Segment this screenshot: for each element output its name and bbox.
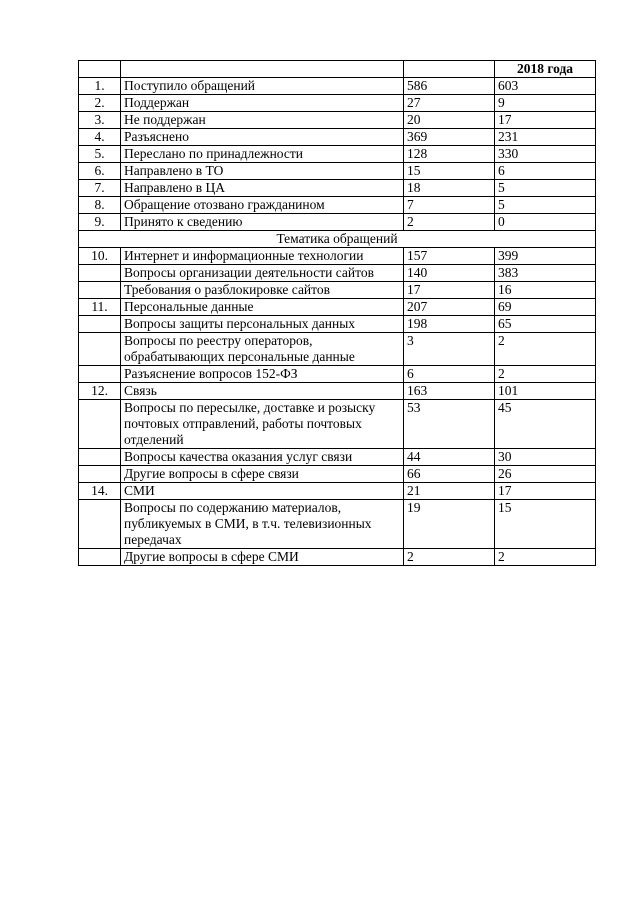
row-value-col1-cell: 17 [404, 282, 495, 299]
row-name-cell: Вопросы по содержанию материалов, публикуемых в СМИ, в т.ч. телевизионных передачах [121, 500, 404, 549]
row-value-col2-cell: 17 [495, 483, 596, 500]
row-value-col2-cell: 231 [495, 129, 596, 146]
row-name-cell: Поступило обращений [121, 78, 404, 95]
row-number-cell: 8. [79, 197, 121, 214]
row-value-col1-cell: 27 [404, 95, 495, 112]
row-value-col1-cell: 128 [404, 146, 495, 163]
table-row [79, 265, 596, 282]
row-number-cell: 11. [79, 299, 121, 316]
row-number-cell [79, 400, 121, 449]
row-number-cell: 6. [79, 163, 121, 180]
row-value-col1-cell: 66 [404, 466, 495, 483]
row-value-col1-cell: 53 [404, 400, 495, 449]
row-name-cell: Вопросы качества оказания услуг связи [121, 449, 404, 466]
row-name-cell: Направлено в ТО [121, 163, 404, 180]
row-value-col2-cell: 69 [495, 299, 596, 316]
header-name-cell [121, 61, 404, 78]
row-value-col2-cell: 330 [495, 146, 596, 163]
header-col1-cell [404, 61, 495, 78]
row-value-col1-cell: 2 [404, 214, 495, 231]
table-row [79, 466, 596, 483]
table-row [79, 95, 596, 112]
row-number-cell [79, 500, 121, 549]
row-value-col1-cell: 198 [404, 316, 495, 333]
row-name-cell: Вопросы защиты персональных данных [121, 316, 404, 333]
row-value-col1-cell: 18 [404, 180, 495, 197]
table-body [79, 61, 596, 566]
row-number-cell: 2. [79, 95, 121, 112]
row-number-cell [79, 549, 121, 566]
table-row [79, 146, 596, 163]
row-value-col2-cell: 5 [495, 180, 596, 197]
table-row [79, 78, 596, 95]
row-value-col2-cell: 383 [495, 265, 596, 282]
section-title: Тематика обращений [79, 231, 596, 248]
row-value-col1-cell: 20 [404, 112, 495, 129]
row-value-col1-cell: 369 [404, 129, 495, 146]
row-value-col1-cell: 207 [404, 299, 495, 316]
row-name-cell: Разъяснение вопросов 152-ФЗ [121, 366, 404, 383]
table-row [79, 483, 596, 500]
row-value-col1-cell: 3 [404, 333, 495, 366]
table-row [79, 180, 596, 197]
row-value-col2-cell: 16 [495, 282, 596, 299]
row-value-col2-cell: 65 [495, 316, 596, 333]
table-row [79, 248, 596, 265]
row-name-cell: СМИ [121, 483, 404, 500]
row-name-cell: Связь [121, 383, 404, 400]
header-year-2018-cell: 2018 года [495, 61, 596, 78]
table-row [79, 400, 596, 449]
row-value-col2-cell: 17 [495, 112, 596, 129]
table-row [79, 449, 596, 466]
row-number-cell [79, 282, 121, 299]
row-value-col2-cell: 2 [495, 366, 596, 383]
row-name-cell: Другие вопросы в сфере СМИ [121, 549, 404, 566]
row-value-col1-cell: 2 [404, 549, 495, 566]
appeals-statistics-table [78, 60, 596, 566]
row-name-cell: Требования о разблокировке сайтов [121, 282, 404, 299]
table-row [79, 197, 596, 214]
row-value-col2-cell: 6 [495, 163, 596, 180]
row-name-cell: Персональные данные [121, 299, 404, 316]
row-value-col2-cell: 2 [495, 549, 596, 566]
row-number-cell [79, 316, 121, 333]
row-name-cell: Интернет и информационные технологии [121, 248, 404, 265]
table-row [79, 214, 596, 231]
row-value-col1-cell: 163 [404, 383, 495, 400]
table-row [79, 333, 596, 366]
row-name-cell: Обращение отозвано гражданином [121, 197, 404, 214]
row-name-cell: Разъяснено [121, 129, 404, 146]
row-number-cell: 9. [79, 214, 121, 231]
table-row [79, 549, 596, 566]
row-value-col1-cell: 157 [404, 248, 495, 265]
row-value-col2-cell: 15 [495, 500, 596, 549]
row-number-cell: 3. [79, 112, 121, 129]
table-row [79, 163, 596, 180]
row-name-cell: Переслано по принадлежности [121, 146, 404, 163]
row-value-col1-cell: 21 [404, 483, 495, 500]
row-number-cell [79, 265, 121, 282]
table-row [79, 282, 596, 299]
row-name-cell: Вопросы по реестру операторов, обрабатывающих персональные данные [121, 333, 404, 366]
row-value-col2-cell: 30 [495, 449, 596, 466]
row-value-col2-cell: 399 [495, 248, 596, 265]
row-value-col2-cell: 45 [495, 400, 596, 449]
row-name-cell: Другие вопросы в сфере связи [121, 466, 404, 483]
row-value-col1-cell: 15 [404, 163, 495, 180]
table-row [79, 129, 596, 146]
row-number-cell: 1. [79, 78, 121, 95]
row-number-cell: 14. [79, 483, 121, 500]
table-row [79, 112, 596, 129]
row-value-col2-cell: 603 [495, 78, 596, 95]
row-number-cell: 12. [79, 383, 121, 400]
row-name-cell: Вопросы по пересылке, доставке и розыску почтовых отправлений, работы почтовых отделений [121, 400, 404, 449]
row-value-col2-cell: 2 [495, 333, 596, 366]
row-name-cell: Принято к сведению [121, 214, 404, 231]
row-number-cell: 5. [79, 146, 121, 163]
row-value-col1-cell: 19 [404, 500, 495, 549]
row-value-col1-cell: 7 [404, 197, 495, 214]
row-value-col2-cell: 101 [495, 383, 596, 400]
row-value-col2-cell: 5 [495, 197, 596, 214]
row-value-col1-cell: 6 [404, 366, 495, 383]
table-row [79, 366, 596, 383]
row-value-col2-cell: 0 [495, 214, 596, 231]
row-number-cell: 4. [79, 129, 121, 146]
table-row [79, 500, 596, 549]
row-number-cell [79, 333, 121, 366]
row-number-cell: 10. [79, 248, 121, 265]
row-number-cell [79, 366, 121, 383]
row-number-cell [79, 449, 121, 466]
table-row [79, 383, 596, 400]
row-value-col1-cell: 44 [404, 449, 495, 466]
table-header-row [79, 61, 596, 78]
row-name-cell: Поддержан [121, 95, 404, 112]
row-number-cell: 7. [79, 180, 121, 197]
row-name-cell: Не поддержан [121, 112, 404, 129]
table-row [79, 316, 596, 333]
row-value-col1-cell: 140 [404, 265, 495, 282]
row-name-cell: Вопросы организации деятельности сайтов [121, 265, 404, 282]
table-row [79, 299, 596, 316]
row-value-col2-cell: 9 [495, 95, 596, 112]
row-number-cell [79, 466, 121, 483]
section-row [79, 231, 596, 248]
row-name-cell: Направлено в ЦА [121, 180, 404, 197]
row-value-col2-cell: 26 [495, 466, 596, 483]
row-value-col1-cell: 586 [404, 78, 495, 95]
header-number-cell [79, 61, 121, 78]
